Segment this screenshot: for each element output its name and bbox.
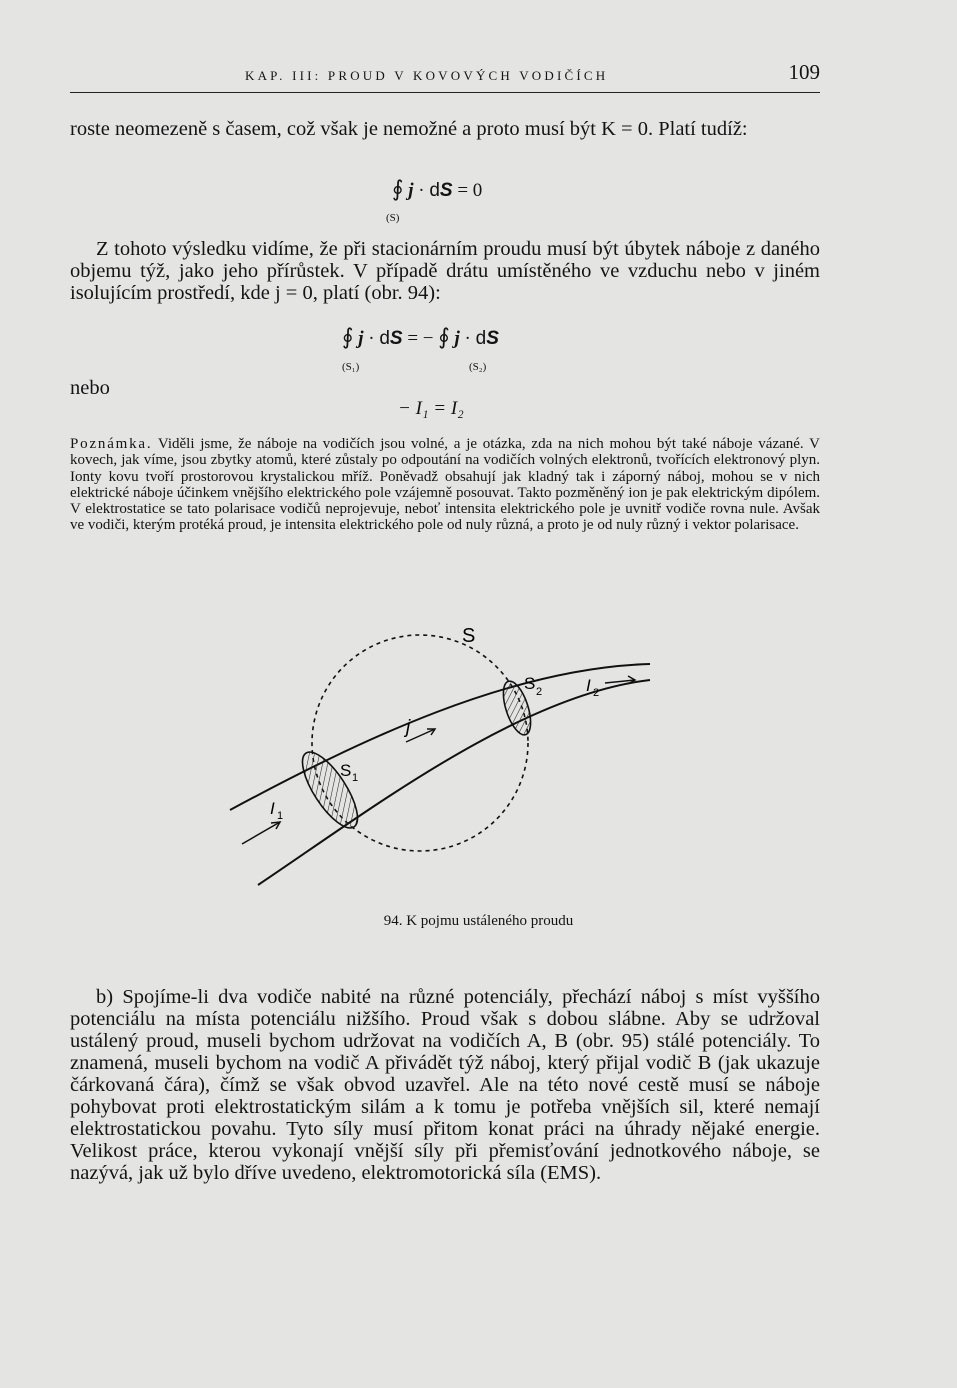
current-density-symbol: j xyxy=(408,180,414,201)
equation-closed-surface-integral xyxy=(392,176,482,202)
running-header xyxy=(70,60,820,93)
differential-d-1: d xyxy=(379,328,390,349)
equation-currents: − I₁ = I₂ xyxy=(398,398,464,419)
differential-d: d xyxy=(429,180,440,201)
surface-symbol-1: S xyxy=(389,328,403,349)
chapter-title: KAP. III: PROUD V KOVOVÝCH VODIČÍCH xyxy=(245,68,609,83)
surface-symbol-2: S xyxy=(486,328,499,349)
label-i1-sub: 1 xyxy=(277,810,284,822)
label-s1-sub: 1 xyxy=(352,772,359,784)
dot-operator-1: · xyxy=(368,328,375,349)
paragraph-stationary-current: Z tohoto výsledku vidíme, že při stacionárním proudu musí být úbytek náboje z daného objemu týž, jako jeho přírůstek. V případě drátu umístěného ve vzduchu nebo v jiném isolujícím prostředí, kde j = 0, platí (obr. 94): xyxy=(70,238,820,304)
label-i2: I xyxy=(586,676,591,695)
dot-operator-2: · xyxy=(464,328,471,349)
label-s2-sub: 2 xyxy=(536,686,543,698)
integral-subscript-s1: (S₁) xyxy=(342,361,360,373)
integral-subscript: (S) xyxy=(386,212,400,224)
integral-subscript-s2: (S₂) xyxy=(469,361,487,373)
label-i1: I xyxy=(270,799,275,818)
label-s: S xyxy=(462,625,476,647)
equation-surface-integrals xyxy=(342,324,499,350)
figure-steady-current xyxy=(220,620,670,900)
label-s1: S xyxy=(340,761,352,780)
current-density-symbol-2: j xyxy=(454,328,460,349)
note-heading: Poznámka. xyxy=(70,436,153,452)
word-nebo: nebo xyxy=(70,377,110,399)
surface-symbol: S xyxy=(439,180,453,201)
arrow-j xyxy=(406,729,435,742)
contour-integral-symbol: ∮ xyxy=(392,176,404,201)
paragraph-intro: roste neomezeně s časem, což však je nemožné a proto musí být K = 0. Platí tudíž: xyxy=(70,118,748,140)
equals-minus: = − xyxy=(407,328,434,349)
current-density-symbol-1: j xyxy=(358,328,364,349)
label-s2: S xyxy=(524,674,536,693)
differential-d-2: d xyxy=(475,328,487,349)
figure-caption: 94. K pojmu ustáleného proudu xyxy=(383,913,574,929)
note-block xyxy=(70,436,820,534)
label-j: j xyxy=(406,717,411,738)
paragraph-emf: b) Spojíme-li dva vodiče nabité na různé potenciály, přechází náboj s míst vyššího potenciálu na místa potenciálu nižšího. Proud však s dobou slábne. Aby se udržoval ustálený proud, museli bychom udržovat na vodičích A, B (obr. 95) stálé potenciály. To znamená, museli bychom na vodič A přivádět týž náboj, který přijal vodič B (jak ukazuje čárkovaná čára), čímž se však obvod uzavřel. Ale na této nové cestě musí se náboje pohybovat proti elektrostatickým silám a k tomu je potřeba vnějších sil, které nemají elektrostatickou povahu. Tyto síly musí přitom konat práci na úhrady nějaké energie. Velikost práce, kterou vykonají vnější síly při přemisťování jednotkového náboje, se nazývá, jak už bylo dříve uvedeno, elektromotorická síla (EMS). xyxy=(70,986,820,1184)
contour-integral-symbol-2: ∮ xyxy=(438,324,450,349)
page-number: 109 xyxy=(788,60,820,84)
arrowhead-i1 xyxy=(271,822,280,829)
arrow-i1 xyxy=(242,822,280,844)
dot-operator: · xyxy=(418,180,425,201)
label-i2-sub: 2 xyxy=(593,687,600,699)
equation-rhs: = 0 xyxy=(457,180,483,201)
contour-integral-symbol-1: ∮ xyxy=(342,324,354,349)
note-text: Viděli jsme, že náboje na vodičích jsou volné, a je otázka, zda na nich mohou být také náboje vázané. V kovech, jak víme, jsou zbytky atomů, které zůstaly po odpoutání na vodičích volných elektronů, tvořících elektronový plyn. Ionty kovu tvoří prostorovou krystalickou mříž. Poněvadž obsahují jak kladný tak i záporný náboj, mohou se v nich elektrické náboje účinkem vnějšího elektrického pole vzájemně posouvat. Takto pozměněný ion je pak elektrickým dipólem. V elektrostatice se tato polarisace vodičů neprojevuje, neboť intensita elektrického pole je uvnitř vodiče rovna nule. Avšak ve vodiči, kterým protéká proud, je intensita elektrického pole od nuly různá, a proto je od nuly různý i vektor polarisace. xyxy=(70,436,820,534)
